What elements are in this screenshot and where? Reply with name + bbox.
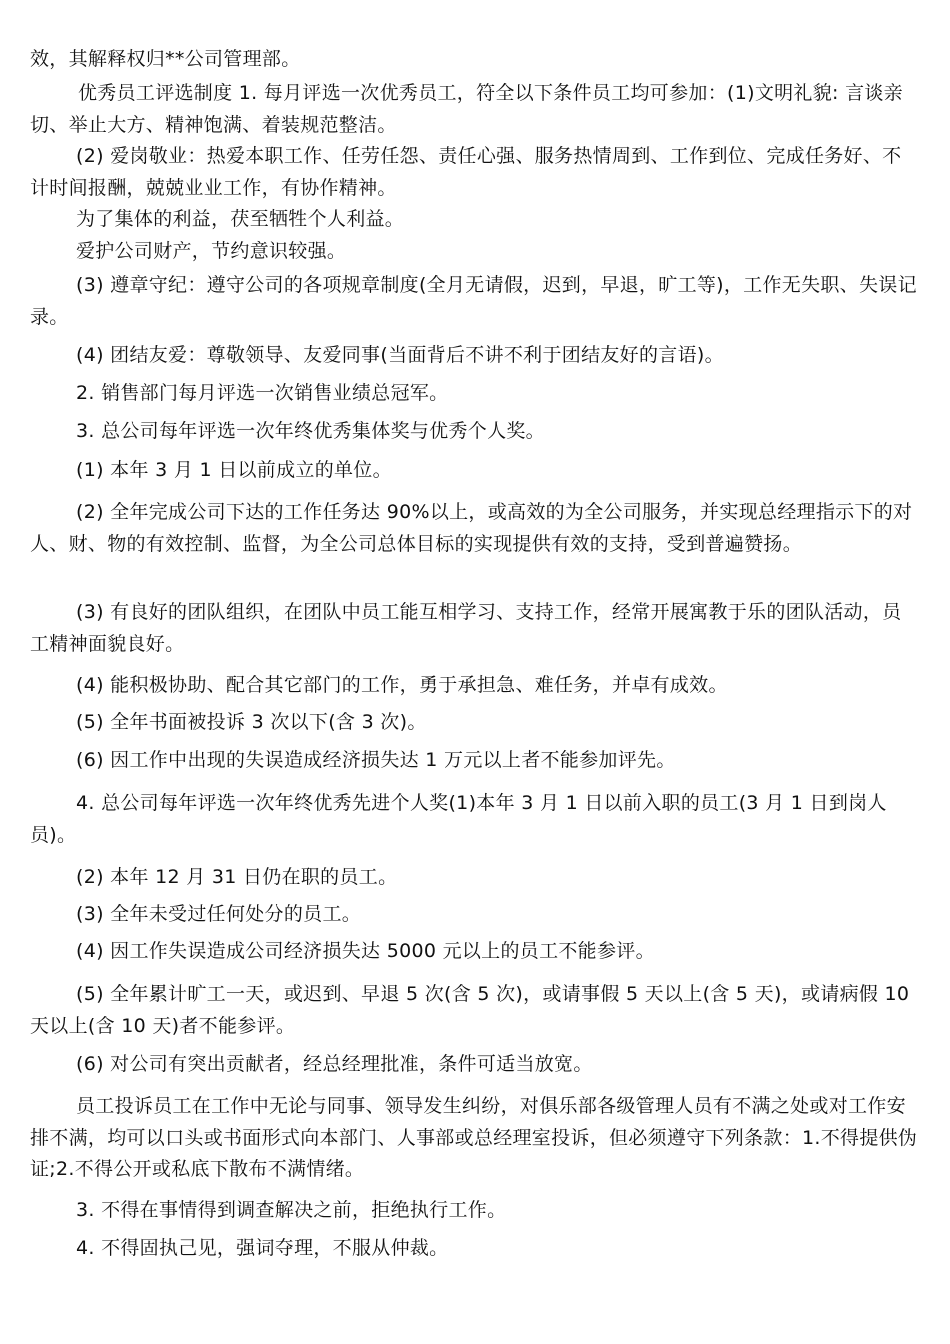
paragraph-9: (1) 本年 3 月 1 日以前成立的单位。: [76, 459, 392, 481]
paragraph-22: 3. 不得在事情得到调查解决之前，拒绝执行工作。: [76, 1199, 507, 1221]
paragraph-6: (4) 团结友爱：尊敬领导、友爱同事(当面背后不讲不利于团结友好的言语)。: [76, 344, 724, 366]
paragraph-4: 爱护公司财产，节约意识较强。: [76, 240, 347, 262]
paragraph-0: 效，其解释权归**公司管理部。: [30, 48, 301, 70]
paragraph-15: 4. 总公司每年评选一次年终优秀先进个人奖(1)本年 3 月 1 日以前入职的员工(3 月 1 日到岗人员)。: [30, 792, 887, 846]
paragraph-11: (3) 有良好的团队组织，在团队中员工能互相学习、支持工作，经常开展寓教于乐的团队活动，员工精神面貌良好。: [30, 601, 902, 655]
paragraph-10: (2) 全年完成公司下达的工作任务达 90%以上，或高效的为全公司服务，并实现总经理指示下的对人、财、物的有效控制、监督，为全公司总体目标的实现提供有效的支持，受到普遍赞扬。: [30, 501, 913, 555]
paragraph-7: 2. 销售部门每月评选一次销售业绩总冠军。: [76, 382, 449, 404]
paragraph-18: (4) 因工作失误造成公司经济损失达 5000 元以上的员工不能参评。: [76, 940, 655, 962]
paragraph-19: (5) 全年累计旷工一天，或迟到、早退 5 次(含 5 次)，或请事假 5 天以上(含 5 天)，或请病假 10 天以上(含 10 天)者不能参评。: [30, 983, 910, 1037]
paragraph-14: (6) 因工作中出现的失误造成经济损失达 1 万元以上者不能参加评先。: [76, 749, 676, 771]
paragraph-13: (5) 全年书面被投诉 3 次以下(含 3 次)。: [76, 711, 427, 733]
paragraph-1: 优秀员工评选制度 1. 每月评选一次优秀员工，符全以下条件员工均可参加：(1)文明礼貌: 言谈亲切、举止大方、精神饱满、着装规范整洁。: [30, 82, 903, 136]
paragraph-23: 4. 不得固执己见，强词夺理，不服从仲裁。: [76, 1237, 449, 1259]
paragraph-20: (6) 对公司有突出贡献者，经总经理批准，条件可适当放宽。: [76, 1053, 593, 1075]
paragraph-21: 员工投诉员工在工作中无论与同事、领导发生纠纷，对俱乐部各级管理人员有不满之处或对工作安排不满，均可以口头或书面形式向本部门、人事部或总经理室投诉，但必须遵守下列条款：1.不得提供伪证;2.不得公开或私底下散布不满情绪。: [30, 1095, 918, 1180]
paragraph-16: (2) 本年 12 月 31 日仍在职的员工。: [76, 866, 398, 888]
paragraph-12: (4) 能积极协助、配合其它部门的工作，勇于承担急、难任务，并卓有成效。: [76, 674, 728, 696]
paragraph-5: (3) 遵章守纪：遵守公司的各项规章制度(全月无请假，迟到，早退，旷工等)，工作无失职、失误记录。: [30, 274, 917, 328]
paragraph-8: 3. 总公司每年评选一次年终优秀集体奖与优秀个人奖。: [76, 420, 545, 442]
paragraph-2: (2) 爱岗敬业：热爱本职工作、任劳任怨、责任心强、服务热情周到、工作到位、完成任务好、不计时间报酬，兢兢业业工作，有协作精神。: [30, 145, 902, 199]
paragraph-17: (3) 全年未受过任何处分的员工。: [76, 903, 362, 925]
paragraph-3: 为了集体的利益，茯至牺牲个人利益。: [76, 208, 405, 230]
